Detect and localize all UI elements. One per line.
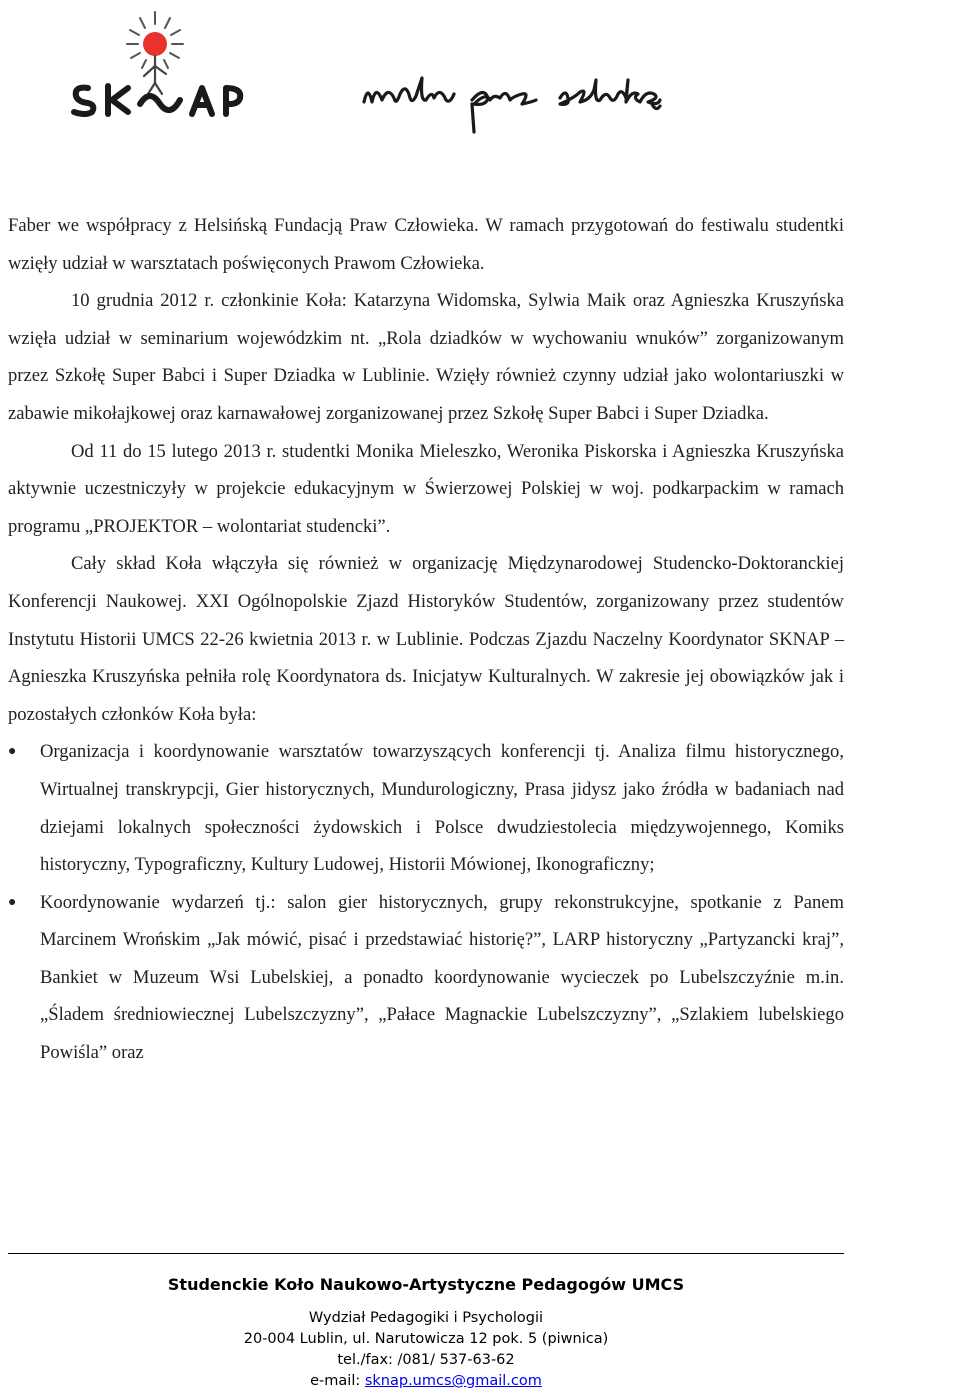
paragraph: Cały skład Koła włączyła się również w organizację Międzynarodowej Studencko-Doktoranckiej Konferencji Naukowej. XXI Ogólnopolskie Zjazd Historyków Studentów, zorganizowany przez studentów Instytutu Historii UMCS 22-26 kwietnia 2013 r. w Lublinie. Podczas Zjazdu Naczelny Koordynator SKNAP – Agnieszka Kruszyńska pełniła rolę Koordynatora ds. Inicjatyw Kulturalnych. W zakresie jej obowiązków jak i pozostałych członków Koła była: bbox=[8, 553, 844, 725]
footer-address: 20-004 Lublin, ul. Narutowicza 12 pok. 5 (piwnica) bbox=[243, 1331, 609, 1347]
footer-divider bbox=[8, 1253, 844, 1254]
paragraph: 10 grudnia 2012 r. członkinie Koła: Katarzyna Widomska, Sylwia Maik oraz Agnieszka Kruszyńska wzięła udział w seminarium wojewódzkim nt. „Rola dziadków w wychowaniu wnuków” zorganizowanym przez Szkołę Super Babci i Super Dziadka w Lublinie. Wzięły również czynny udział jako wolontariuszki w zabawie mikołajkowej oraz karnawałowej zorganizowanej przez Szkołę Super Babci i Super Dziadka. bbox=[8, 290, 844, 424]
paragraph: Faber we współpracy z Helsińską Fundacją Praw Człowieka. W ramach przygotowań do festiwalu studentki wzięły udział w warsztatach poświęconych Prawom Człowieka. bbox=[8, 215, 844, 274]
bullet-list bbox=[8, 733, 844, 1071]
email-link[interactable]: sknap.umcs@gmail.com bbox=[364, 1373, 542, 1389]
footer-title: Studenckie Koło Naukowo-Artystyczne Pedagogów UMCS bbox=[167, 1275, 685, 1294]
footer-department: Wydział Pedagogiki i Psychologii bbox=[308, 1310, 544, 1326]
footer-phone: tel./fax: /081/ 537-63-62 bbox=[337, 1352, 515, 1368]
list-item-text: Organizacja i koordynowanie warsztatów towarzyszących konferencji tj. Analiza filmu historycznego, Wirtualnej transkrypcji, Gier historycznych, Mundurologiczny, Prasa jidysz jako źródła w badaniach nad dziejami lokalnych społeczności żydowskich i Polsce dwudziestolecia międzywojennego, Komiks historyczny, Typograficzny, Kultury Ludowej, Historii Mówionej, Ikonograficzny; bbox=[40, 741, 844, 876]
list-item bbox=[8, 884, 844, 1072]
bullet-icon: ● bbox=[8, 894, 17, 910]
slogan-handwriting bbox=[360, 60, 700, 140]
list-item bbox=[8, 733, 844, 883]
sknap-logo bbox=[60, 8, 260, 133]
list-item-text: Koordynowanie wydarzeń tj.: salon gier historycznych, grupy rekonstrukcyjne, spotkanie z Panem Marcinem Wrońskim „Jak mówić, pisać i przedstawiać historię?”, LARP historyczny „Partyzancki kraj”, Bankiet w Muzeum Wsi Lubelskiej, a ponadto koordynowanie wycieczek po Lubelszczyźnie m.in. „Śladem średniowiecznej Lubelszczyzny”, „Pałace Magnackie Lubelszczyzny”, „Szlakiem lubelskiego Powiśla” oraz bbox=[40, 891, 844, 1064]
paragraph: Od 11 do 15 lutego 2013 r. studentki Monika Mieleszko, Weronika Piskorska i Agnieszka Kruszyńska aktywnie uczestniczyły w projekcie edukacyjnym w Świerzowej Polskiej w woj. podkarpackim w ramach programu „PROJEKTOR – wolontariat studencki”. bbox=[8, 440, 844, 537]
bullet-icon: ● bbox=[8, 744, 17, 760]
document-body bbox=[8, 207, 844, 1072]
footer bbox=[0, 1272, 852, 1392]
footer-email-line bbox=[0, 1371, 852, 1392]
footer-email-label: e-mail: bbox=[310, 1373, 365, 1389]
